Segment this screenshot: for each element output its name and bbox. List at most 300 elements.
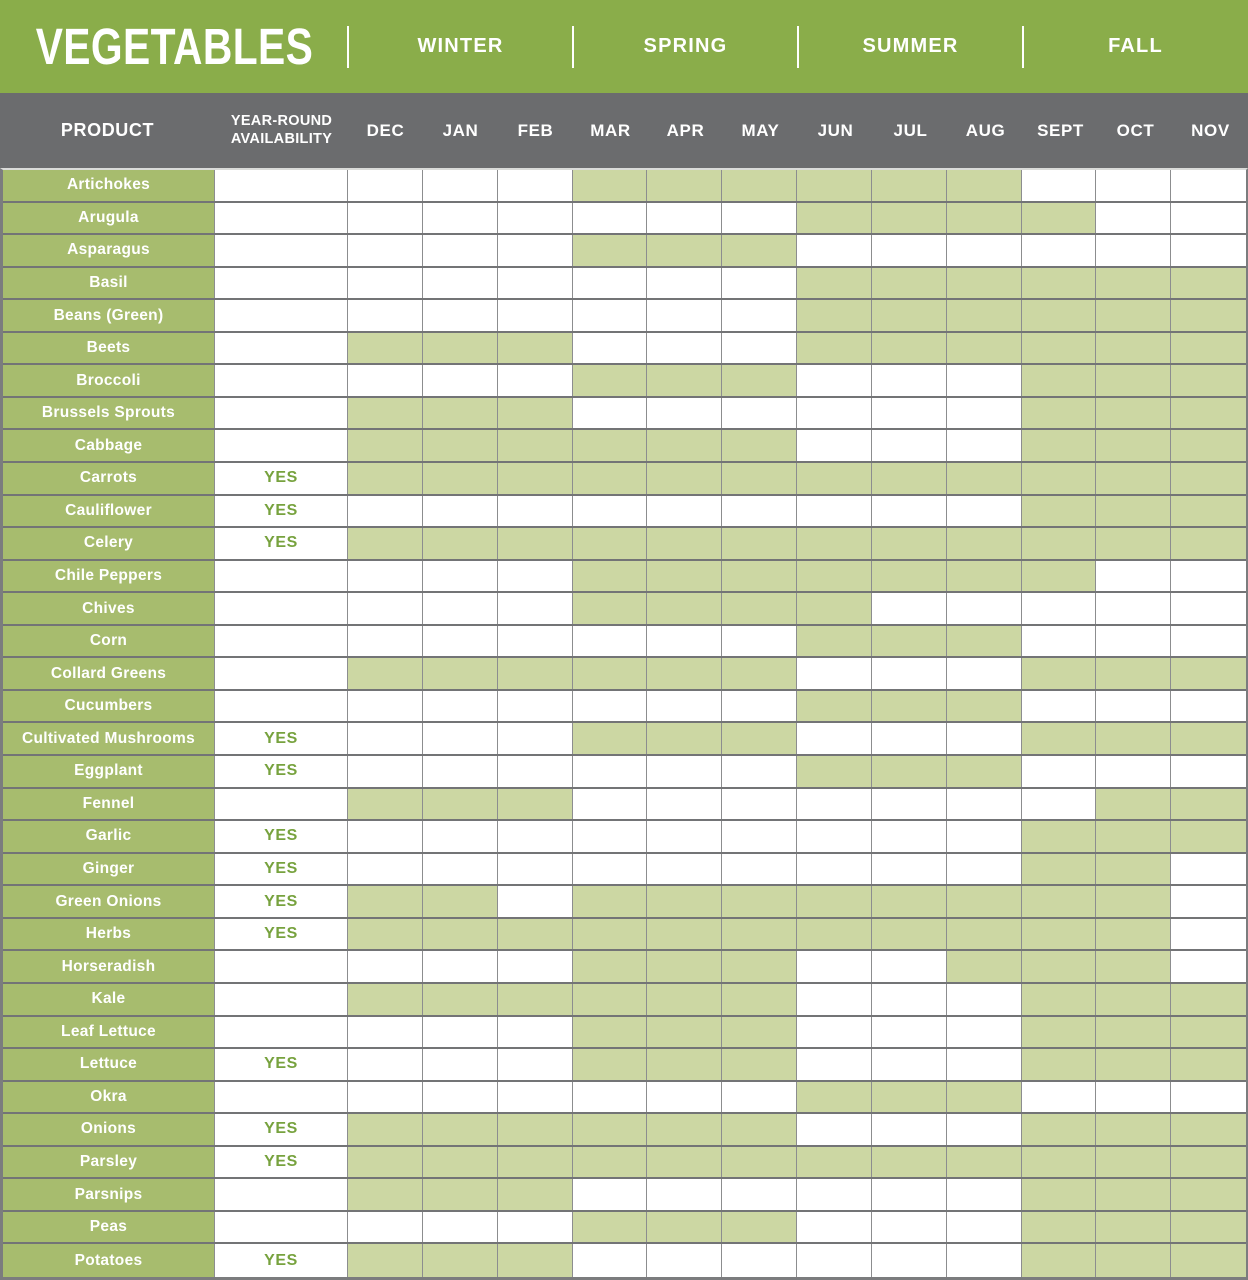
month-cell-empty (423, 235, 498, 266)
month-cell-empty (498, 951, 573, 982)
month-cell-available (573, 235, 648, 266)
month-cell-empty (722, 854, 797, 885)
month-cell-available (1171, 1049, 1246, 1080)
month-cell-available (722, 463, 797, 494)
product-cell: Onions (3, 1114, 215, 1145)
availability-table (0, 168, 1248, 1280)
month-cell-empty (573, 333, 648, 364)
month-cell-empty (797, 1179, 872, 1210)
month-cell-empty (797, 430, 872, 461)
month-cell-available (722, 886, 797, 917)
month-cell-empty (348, 170, 423, 201)
year-round-cell: YES (215, 528, 348, 559)
month-cell-empty (423, 170, 498, 201)
season-header-winter (348, 35, 573, 58)
month-cell-empty (498, 561, 573, 592)
month-column-header: APR (666, 120, 705, 140)
month-cell-empty (872, 723, 947, 754)
month-cell-available (498, 1147, 573, 1178)
month-cell-available (647, 235, 722, 266)
month-cell-available (1022, 300, 1097, 331)
month-cell-empty (1022, 691, 1097, 722)
month-cell-empty (423, 593, 498, 624)
product-cell: Beets (3, 333, 215, 364)
month-cell-empty (573, 203, 648, 234)
month-cell-available (573, 528, 648, 559)
month-cell-available (1171, 333, 1246, 364)
month-cell-available (573, 1147, 648, 1178)
month-cell-available (348, 1244, 423, 1277)
year-round-cell (215, 170, 348, 201)
month-cell-available (1171, 430, 1246, 461)
month-cell-available (797, 203, 872, 234)
month-cell-empty (947, 658, 1022, 689)
month-cell-empty (872, 496, 947, 527)
table-row (3, 919, 1246, 952)
month-cell-available (423, 398, 498, 429)
month-cell-empty (348, 1082, 423, 1113)
month-cell-empty (498, 723, 573, 754)
month-cell-available (722, 593, 797, 624)
month-cell-available (722, 170, 797, 201)
year-round-cell: YES (215, 886, 348, 917)
month-cell-available (1171, 658, 1246, 689)
month-cell-empty (947, 1179, 1022, 1210)
month-cell-available (1022, 1179, 1097, 1210)
month-cell-available (1171, 528, 1246, 559)
month-cell-available (1171, 463, 1246, 494)
month-cell-available (797, 268, 872, 299)
year-round-cell: YES (215, 1114, 348, 1145)
month-cell-empty (498, 1017, 573, 1048)
table-row (3, 496, 1246, 529)
month-cell-empty (797, 854, 872, 885)
month-cell-empty (498, 1082, 573, 1113)
month-cell-empty (722, 496, 797, 527)
month-cell-available (797, 1082, 872, 1113)
product-cell: Cultivated Mushrooms (3, 723, 215, 754)
month-cell-available (423, 430, 498, 461)
month-cell-empty (498, 886, 573, 917)
table-row (3, 593, 1246, 626)
month-cell-empty (423, 1017, 498, 1048)
month-column-header: AUG (965, 120, 1006, 140)
year-round-cell (215, 268, 348, 299)
year-round-cell: YES (215, 496, 348, 527)
month-cell-empty (797, 1017, 872, 1048)
month-cell-available (947, 333, 1022, 364)
month-cell-empty (947, 365, 1022, 396)
month-cell-empty (722, 300, 797, 331)
month-cell-available (722, 1147, 797, 1178)
year-round-cell: YES (215, 854, 348, 885)
month-column-header: JUN (817, 120, 854, 140)
month-cell-available (797, 593, 872, 624)
month-cell-available (722, 1049, 797, 1080)
month-cell-available (797, 886, 872, 917)
month-cell-available (1171, 1017, 1246, 1048)
month-cell-available (573, 365, 648, 396)
month-cell-available (722, 1212, 797, 1243)
month-cell-empty (423, 626, 498, 657)
month-cell-available (498, 1244, 573, 1277)
year-round-cell: YES (215, 1147, 348, 1178)
season-label: SPRING (643, 35, 728, 57)
season-divider (347, 26, 349, 68)
month-cell-available (872, 561, 947, 592)
column-header-row (0, 93, 1248, 168)
table-row (3, 1179, 1246, 1212)
month-cell-available (872, 886, 947, 917)
month-cell-empty (1171, 886, 1246, 917)
table-row (3, 658, 1246, 691)
month-cell-available (1022, 268, 1097, 299)
month-cell-empty (647, 1244, 722, 1277)
month-cell-empty (348, 235, 423, 266)
month-cell-empty (872, 789, 947, 820)
month-cell-empty (1096, 593, 1171, 624)
month-column-header: NOV (1191, 120, 1230, 140)
month-cell-empty (797, 723, 872, 754)
month-cell-available (573, 463, 648, 494)
year-round-cell (215, 561, 348, 592)
month-cell-empty (423, 821, 498, 852)
month-cell-empty (647, 496, 722, 527)
month-cell-empty (872, 1049, 947, 1080)
month-cell-available (1171, 1114, 1246, 1145)
month-cell-available (348, 333, 423, 364)
month-cell-empty (722, 626, 797, 657)
month-cell-empty (797, 658, 872, 689)
month-cell-available (647, 1147, 722, 1178)
table-row (3, 1114, 1246, 1147)
month-cell-empty (947, 1114, 1022, 1145)
month-cell-empty (423, 1212, 498, 1243)
month-cell-available (872, 333, 947, 364)
month-cell-empty (947, 1017, 1022, 1048)
month-cell-empty (423, 756, 498, 787)
month-cell-empty (947, 593, 1022, 624)
month-cell-empty (722, 398, 797, 429)
month-cell-available (947, 268, 1022, 299)
year-round-cell (215, 398, 348, 429)
product-cell: Kale (3, 984, 215, 1015)
month-cell-empty (872, 1114, 947, 1145)
year-round-cell (215, 984, 348, 1015)
table-row (3, 463, 1246, 496)
month-cell-available (722, 528, 797, 559)
product-cell: Asparagus (3, 235, 215, 266)
month-column-header: JUL (893, 120, 928, 140)
month-cell-empty (872, 951, 947, 982)
table-row (3, 333, 1246, 366)
year-round-cell (215, 626, 348, 657)
month-cell-available (348, 430, 423, 461)
month-cell-empty (573, 691, 648, 722)
month-cell-available (872, 691, 947, 722)
month-cell-available (573, 886, 648, 917)
month-cell-available (1022, 203, 1097, 234)
month-cell-available (647, 723, 722, 754)
month-cell-available (1096, 430, 1171, 461)
year-round-cell (215, 789, 348, 820)
month-column-header: MAY (741, 120, 780, 140)
product-column-header: PRODUCT (60, 120, 155, 140)
month-cell-available (1022, 398, 1097, 429)
month-cell-available (573, 1017, 648, 1048)
month-cell-available (1096, 919, 1171, 950)
table-row (3, 723, 1246, 756)
month-cell-empty (1022, 756, 1097, 787)
month-cell-available (722, 365, 797, 396)
month-cell-empty (1096, 561, 1171, 592)
month-cell-empty (647, 691, 722, 722)
table-row (3, 203, 1246, 236)
month-cell-empty (1171, 756, 1246, 787)
month-cell-available (797, 691, 872, 722)
month-cell-empty (1096, 756, 1171, 787)
month-cell-available (573, 1114, 648, 1145)
month-cell-available (423, 886, 498, 917)
month-cell-available (1096, 300, 1171, 331)
month-cell-available (947, 756, 1022, 787)
month-column-header: SEPT (1037, 120, 1084, 140)
product-cell: Parsnips (3, 1179, 215, 1210)
month-cell-available (348, 789, 423, 820)
product-cell: Fennel (3, 789, 215, 820)
title-cell (0, 17, 348, 76)
month-cell-available (573, 170, 648, 201)
month-cell-empty (647, 626, 722, 657)
month-cell-available (797, 756, 872, 787)
month-cell-empty (573, 626, 648, 657)
season-label: SUMMER (862, 35, 959, 57)
month-cell-empty (872, 658, 947, 689)
month-cell-empty (573, 789, 648, 820)
month-cell-available (797, 528, 872, 559)
month-cell-available (947, 1082, 1022, 1113)
month-cell-available (498, 1114, 573, 1145)
table-row (3, 1017, 1246, 1050)
table-row (3, 528, 1246, 561)
month-cell-empty (1096, 203, 1171, 234)
month-cell-available (423, 658, 498, 689)
month-cell-available (573, 1212, 648, 1243)
month-cell-empty (1171, 626, 1246, 657)
month-cell-available (573, 984, 648, 1015)
month-cell-empty (348, 691, 423, 722)
month-cell-empty (573, 756, 648, 787)
month-cell-empty (348, 496, 423, 527)
month-cell-empty (1022, 1082, 1097, 1113)
month-cell-empty (722, 333, 797, 364)
month-cell-empty (1022, 593, 1097, 624)
month-cell-available (722, 1017, 797, 1048)
month-cell-available (797, 333, 872, 364)
month-cell-empty (348, 300, 423, 331)
month-cell-available (1096, 1147, 1171, 1178)
month-cell-empty (498, 365, 573, 396)
table-row (3, 1049, 1246, 1082)
month-cell-available (872, 463, 947, 494)
month-cell-available (947, 626, 1022, 657)
month-cell-empty (722, 268, 797, 299)
month-cell-empty (872, 854, 947, 885)
month-cell-available (1096, 365, 1171, 396)
month-cell-available (348, 1179, 423, 1210)
month-cell-available (1022, 365, 1097, 396)
season-divider (1022, 26, 1024, 68)
month-cell-available (722, 723, 797, 754)
month-cell-available (348, 1114, 423, 1145)
month-cell-available (872, 268, 947, 299)
month-cell-available (797, 626, 872, 657)
month-cell-empty (947, 854, 1022, 885)
month-cell-available (722, 658, 797, 689)
product-cell: Corn (3, 626, 215, 657)
month-cell-empty (1171, 951, 1246, 982)
month-cell-available (947, 170, 1022, 201)
month-cell-available (348, 528, 423, 559)
month-cell-available (348, 658, 423, 689)
month-cell-available (1022, 821, 1097, 852)
year-round-cell (215, 333, 348, 364)
month-cell-available (647, 919, 722, 950)
month-cell-empty (348, 723, 423, 754)
month-cell-empty (573, 821, 648, 852)
month-cell-available (423, 1114, 498, 1145)
month-cell-available (647, 1212, 722, 1243)
month-cell-available (423, 463, 498, 494)
month-cell-empty (872, 821, 947, 852)
month-cell-available (947, 463, 1022, 494)
month-cell-empty (947, 789, 1022, 820)
month-cell-empty (1171, 235, 1246, 266)
month-cell-available (872, 919, 947, 950)
year-round-cell: YES (215, 1049, 348, 1080)
table-row (3, 691, 1246, 724)
table-row (3, 821, 1246, 854)
month-cell-empty (872, 235, 947, 266)
month-cell-empty (1171, 854, 1246, 885)
month-cell-available (1171, 821, 1246, 852)
month-cell-empty (872, 430, 947, 461)
month-cell-empty (498, 626, 573, 657)
month-cell-empty (498, 821, 573, 852)
table-row (3, 886, 1246, 919)
month-cell-empty (797, 1244, 872, 1277)
month-cell-empty (797, 984, 872, 1015)
month-cell-available (573, 593, 648, 624)
month-cell-empty (872, 365, 947, 396)
month-cell-empty (797, 1114, 872, 1145)
month-cell-available (498, 919, 573, 950)
month-cell-available (647, 593, 722, 624)
month-cell-available (647, 528, 722, 559)
month-cell-available (1096, 886, 1171, 917)
month-cell-empty (1096, 1082, 1171, 1113)
year-round-cell (215, 1017, 348, 1048)
month-cell-available (348, 398, 423, 429)
month-cell-empty (573, 300, 648, 331)
month-cell-empty (947, 496, 1022, 527)
month-cell-available (498, 789, 573, 820)
month-cell-available (1096, 463, 1171, 494)
month-cell-available (1096, 1179, 1171, 1210)
month-cell-empty (947, 821, 1022, 852)
season-header-summer (798, 35, 1023, 58)
month-cell-available (797, 561, 872, 592)
season-label: WINTER (417, 35, 504, 57)
month-cell-empty (647, 1179, 722, 1210)
month-cell-empty (498, 235, 573, 266)
month-cell-available (797, 1147, 872, 1178)
month-cell-available (722, 430, 797, 461)
month-cell-available (1096, 723, 1171, 754)
month-cell-available (1096, 528, 1171, 559)
product-cell: Potatoes (3, 1244, 215, 1277)
month-cell-empty (647, 398, 722, 429)
month-cell-available (647, 951, 722, 982)
month-cell-empty (872, 1017, 947, 1048)
month-cell-empty (872, 1212, 947, 1243)
table-row (3, 235, 1246, 268)
month-cell-empty (498, 756, 573, 787)
month-cell-available (872, 170, 947, 201)
month-cell-available (1096, 658, 1171, 689)
product-cell: Cabbage (3, 430, 215, 461)
month-cell-empty (647, 268, 722, 299)
month-cell-available (1022, 1212, 1097, 1243)
month-cell-empty (423, 300, 498, 331)
month-cell-available (647, 1114, 722, 1145)
table-row (3, 756, 1246, 789)
month-cell-empty (647, 789, 722, 820)
month-cell-available (498, 984, 573, 1015)
month-cell-available (647, 430, 722, 461)
product-cell: Artichokes (3, 170, 215, 201)
table-row (3, 789, 1246, 822)
month-cell-available (1096, 268, 1171, 299)
year-round-cell (215, 235, 348, 266)
month-cell-available (797, 300, 872, 331)
month-cell-empty (1171, 691, 1246, 722)
product-cell: Arugula (3, 203, 215, 234)
month-column-header: OCT (1116, 120, 1155, 140)
month-cell-available (573, 951, 648, 982)
table-row (3, 854, 1246, 887)
month-cell-empty (647, 821, 722, 852)
month-cell-available (1171, 268, 1246, 299)
month-cell-available (423, 528, 498, 559)
month-cell-available (722, 561, 797, 592)
product-cell: Okra (3, 1082, 215, 1113)
month-cell-empty (348, 1017, 423, 1048)
product-cell: Collard Greens (3, 658, 215, 689)
month-cell-available (1022, 886, 1097, 917)
month-cell-available (947, 691, 1022, 722)
month-column-header: FEB (517, 120, 554, 140)
product-cell: Carrots (3, 463, 215, 494)
month-cell-available (722, 1114, 797, 1145)
year-round-cell: YES (215, 756, 348, 787)
year-round-cell (215, 593, 348, 624)
month-cell-available (947, 528, 1022, 559)
year-round-cell: YES (215, 919, 348, 950)
month-cell-empty (423, 496, 498, 527)
month-cell-empty (348, 951, 423, 982)
month-cell-empty (1096, 691, 1171, 722)
